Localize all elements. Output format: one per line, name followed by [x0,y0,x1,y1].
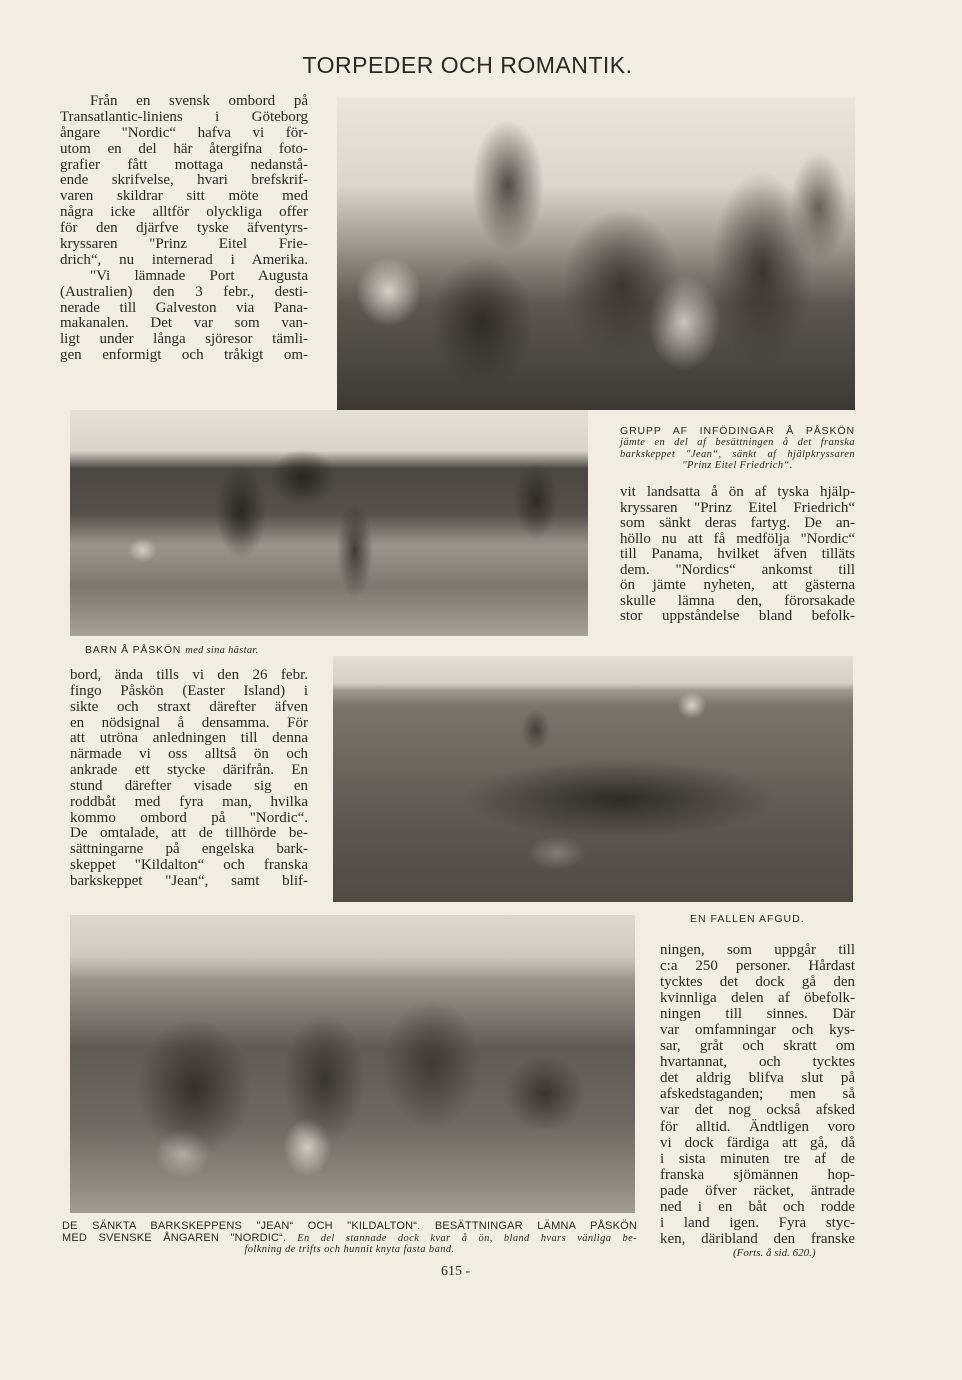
text-line: ende skrifvelse, hvari brefskrif- [60,172,308,189]
text-line: barkskeppet "Jean“, sänkt af hjälpkryssaren [620,448,855,460]
text-line: närmade vi oss alltså ön och [70,746,308,763]
text-line: jämte en del af besättningen å det franska [620,437,855,448]
caption-fallen-idol: EN FALLEN AFGUD. [690,913,805,925]
text-line: (Australien) den 3 febr., desti- [60,283,308,300]
caption-heading: GRUPP AF INFÖDINGAR Å PÅSKÖN [620,425,855,437]
text-line: ligt under långa sjöresor tämli- [60,331,308,348]
text-line: ön jämte nyheten, att gästerna [620,577,855,593]
caption-children-horses [85,642,259,655]
column-intro [60,94,308,364]
photo-fallen-idol [333,656,853,902]
caption-text [620,437,855,472]
caption-line [62,1232,637,1244]
text-line: några icke alltför olyckliga offer [60,204,308,221]
text-line: i sista minuten tre af de [660,1150,855,1167]
text-line: sar, gråt och skratt om [660,1038,855,1055]
text-line: sättningarne på engelska bark- [70,841,308,858]
text-line: ångare "Nordic“ hafva vi för- [60,124,308,141]
caption-subtitle: med sina hästar. [185,645,259,656]
text-line: kvinnliga delen af öbefolk- [660,990,855,1007]
text-line: dem. "Nordics“ ankomst till [620,561,855,578]
text-line: afskedstaganden; men så [660,1086,855,1103]
text-line: Från en svensk ombord på [90,93,308,109]
text-line: stund därefter visade sig en [70,777,308,794]
caption-natives-group [620,425,855,472]
column-left-lower [70,668,308,890]
text-line: grafier fått mottaga nedanstå- [60,156,308,173]
text-line: pade öfver räcket, äntrade [660,1182,855,1199]
photo-children-horses [70,410,588,636]
text-line: för den djärfve tyske äfventyrs- [60,220,308,237]
text-line: varen skildrar sitt möte med [60,188,308,205]
text-line: till Panama, hvilket äfven tilläts [620,546,855,562]
caption-text: folkning de trifts och hunnit knyta fasta band. [244,1244,455,1255]
paragraph [60,269,308,364]
text-line: bord, ända tills vi den 26 febr. [70,667,308,683]
text-line: nerade till Galveston via Pana- [60,299,308,316]
text-line: skeppet "Kildalton“ och franska [70,857,308,874]
text-line: kryssaren "Prinz Eitel Friedrich“ [620,499,855,516]
text-line: ankrade ett stycke därifrån. En [70,762,308,779]
text-line: ned i en båt och rodde [660,1198,855,1215]
text-line: kommo ombord på "Nordic“. [70,809,308,826]
page-number: 615 - [441,1264,471,1279]
text-line: "Vi lämnade Port Augusta [90,267,308,284]
text-line: det aldrig blifva slut på [660,1070,855,1087]
text-line: höllo nu att få medfölja "Nordic“ [620,530,855,547]
text-line: kryssaren "Prinz Eitel Frie- [60,236,308,253]
caption-heading: MED SVENSKE ÅNGAREN "NORDIC“. [62,1232,287,1244]
text-line: De omtalade, att de tillhörde be- [70,825,308,842]
text-line: som sänkt deras fartyg. De an- [620,515,855,531]
text-line: vi dock färdiga att gå, då [660,1134,855,1151]
text-line: ningen, som uppgår till [660,942,855,958]
page-title: TORPEDER OCH ROMANTIK. [302,52,633,78]
text-line: skulle lämna den, förorsakade [620,592,855,609]
text-line: drich“, nu internerad i Amerika. [60,251,308,268]
paragraph [60,94,308,269]
text-line: utom en del här återgifna foto- [60,140,308,157]
text-line: makanalen. Det var som van- [60,315,308,332]
column-right-lower [660,942,855,1247]
text-line: ken, däribland den franske [660,1230,855,1247]
text-line: att utröna anledningen till denna [70,730,308,747]
text-line: Transatlantic-liniens i Göteborg [60,108,308,125]
caption-text: En del stannade dock kvar å ön, bland hvars vänliga be- [297,1233,638,1244]
text-line: i land igen. Fyra styc- [660,1214,855,1231]
text-line: gen enformigt och tråkigt om- [60,347,308,364]
caption-heading: DE SÄNKTA BARKSKEPPENS "JEAN“ OCH "KILDALTON“. BESÄTTNINGAR LÄMNA PÅSKÖN [62,1220,637,1232]
caption-heading: BARN Å PÅSKÖN [85,644,182,656]
text-line: stor uppståndelse bland befolk- [620,608,855,624]
text-line: c:a 250 personer. Hårdast [660,958,855,975]
text-line: vit landsatta å ön af tyska hjälp- [620,484,855,500]
text-line: franska sjömännen hop- [660,1166,855,1183]
text-line: var det nog också afsked [660,1102,855,1119]
text-line: "Prinz Eitel Friedrich“. [682,460,793,471]
photo-crews-leaving [70,915,635,1213]
text-line: ningen till sinnes. Där [660,1006,855,1023]
text-line: hvartannat, och tycktes [660,1054,855,1071]
text-line: tycktes det dock gå den [660,974,855,991]
text-line: fingo Påskön (Easter Island) i [70,682,308,699]
text-line: var omfamningar och kys- [660,1022,855,1039]
column-right-upper [620,485,855,625]
text-line: en nödsignal å densamma. För [70,714,308,731]
photo-natives-group [337,98,855,410]
continuation-note: (Forts. å sid. 620.) [733,1247,816,1259]
text-line: barkskeppet "Jean“, samt blif- [70,872,308,889]
text-line: roddbåt med fyra man, hvilka [70,793,308,810]
text-line: sikte och straxt därefter äfven [70,698,308,715]
text-line: för alltid. Ändtligen voro [660,1118,855,1135]
caption-crews-leaving [62,1220,637,1256]
